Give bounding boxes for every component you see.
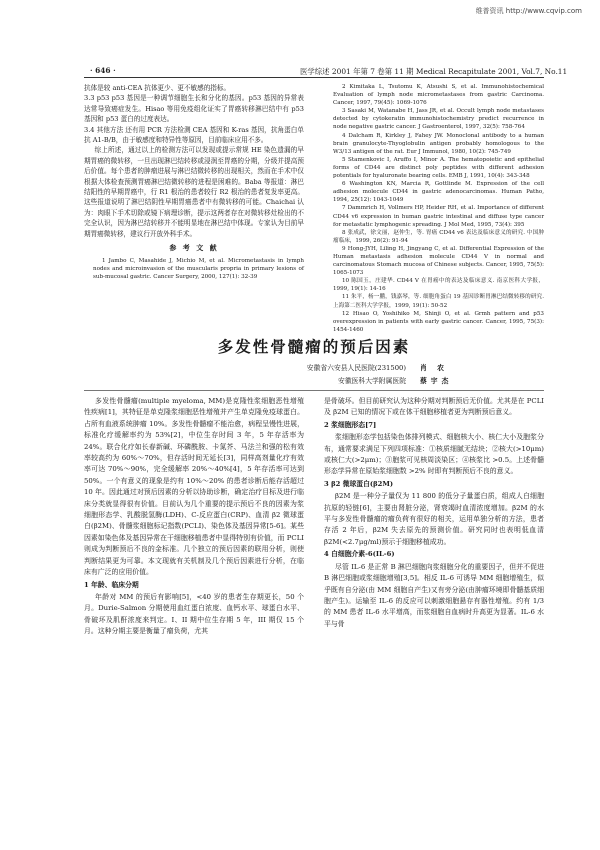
article-title: 多发性骨髓瘤的预后因素 bbox=[217, 338, 411, 356]
paragraph: 3.3 p53 p53 基因是一种调节细胞生长和分化的基因。p53 基因的异常表达常导致癌症发生。Hisao 等用免疫组化证实了胃癌转移淋巴结中有 p53 基因和 p53 蛋白的过度表达。 bbox=[84, 94, 304, 124]
institution: 安徽省六安县人民医院(231500) bbox=[306, 364, 406, 372]
reference-item: 12 Hisao O, Yoshihiko M, Shinji O, et al. Grmh pattern and p53 overexpression in patients with early gastric cancer. Cancer, 1995, 75(3): 1454-1460 bbox=[333, 310, 544, 333]
reference-item: 4 Dalcham R, Kirkley J, Fahey JW. Monoclonal antibody to a human brain granulocyte-Thyoglobulin antigen probably homologous to the W3/13 antigen of the rat. Eur J Immunol, 1980, 10(2): 745-749 bbox=[333, 132, 544, 155]
article-right-column bbox=[324, 396, 544, 630]
institution: 安徽医科大学附属医院 bbox=[338, 377, 406, 385]
reference-item: 8 张成武，徐文丽，赵仲生，等. 胃癌 CD44 v6 表达及临床意义的研究. 中国肿瘤临床，1999, 26(2): 91-94 bbox=[333, 229, 544, 244]
watermark: 维普资讯 http://www.cqvip.com bbox=[475, 7, 582, 15]
section-heading: 1 年龄、临床分期 bbox=[84, 580, 139, 589]
paragraph: 多发性骨髓瘤(multiple myeloma, MM)是克隆性浆细胞恶性增殖性疾病[1]，其特征是单克隆浆细胞恶性增殖并产生单克隆免疫球蛋白。占所有血液系统肿瘤 10%。多发性骨髓瘤不能治愈，病程呈慢性进展，标准化疗缓解率约为 53%[2]，中位生存时间 3 年，5 年存活率为 24%。联合化疗如长春新碱、环磷酰胺、卡氮芥、马法兰和强的松有效率较高约为 60%～70%，但存活时间无延长[3]，同样高剂量化疗有效率可达 70%～90%，完全缓解率 20%～40%[4]，5 年存活率可达到 50%。一个有意义的现象是约有 10%～20% 的患者诊断后能存活超过 10 年。因此通过对预后因素的分析以协助诊断，确定治疗目标及进行临床分类就显得很有价值。目前认为几个重要的提示预后不良的因素为浆细胞形态学、乳酸脱氢酶(LDH)、C-反应蛋白(CRP)、血清 β2 微球蛋白(β2M)、骨髓浆细胞标记指数(PCLI)、染色体及基因异常[5-6]。某些因素如染色体及基因异常在干细胞移植患者中显得特别有价值，而 PCLI 则成为判断预后不良的金标准。几个独立的预后因素的联用分析，则使判断结果更为可靠。本文现就有关机制及几个预后因素进行分析，在临床有广泛的应用价值。 bbox=[84, 397, 304, 577]
author-name: 肖 农 bbox=[420, 364, 448, 372]
prev-article-left-column bbox=[84, 83, 304, 281]
header-rule bbox=[84, 77, 544, 78]
section-divider bbox=[84, 390, 544, 391]
paragraph: 年龄对 MM 的预后有影响[5]，<40 岁的患者生存期更长，50 个月。Durie-Salmon 分期使用血红蛋白浓度、血钙水平、球蛋白水平、骨破坏及肌酐浓度来判定。I、II 期中位生存期 5 年，III 期仅 15 个月。这种分期主要是衡量了瘤负荷，尤其 bbox=[84, 592, 304, 636]
reference-item: 5 Stamenkovic I, Aruffo I, Minor A. The hematopoietic and epithelial forms of CD44 are distinct poly peptides with different adhesion potentials for hyaluronate bearing cells. EMB J, 1991, 10(4): 343-348 bbox=[333, 156, 544, 180]
author-name: 蔡宇杰 bbox=[420, 377, 453, 385]
paragraph: 浆细胞形态学包括染色体排列模式、细胞核大小、核仁大小及胞浆分布，通常要求满足下列四项标准：①核质细腻无结块；②核大(>10μm)或核仁大(>2μm)；③胞浆可见核周淡染区；④核浆比 >0.5。上述骨髓形态学异常在原始浆细胞数 >2% 时即有判断预后不良的意义。 bbox=[324, 433, 544, 476]
reference-item: 9 Hong-JYH, Liling H, Jingyang C, et al. Differential Expression of the Human metastasis adhesion molecule CD44 V in normal and carcinomatous Stomach mucosa of Chinese subjects. Cancer, 1995, 75(5): 1065-1073 bbox=[333, 245, 544, 277]
reference-item: 7 Dammrich H, Vollmers HP, Heider RH, et al. Importance of different CD44 v6 expression in human gastric intestinal and diffuse type cancer for metastatic lymphogenic spreading. J Mol Med, 1995, 73(4): 395 bbox=[333, 205, 544, 228]
affiliation-line bbox=[200, 362, 540, 372]
reference-item: 6 Washington KN, Marcia R, Gottlinde M. Expression of the cell adhesion molecule CD44 in gastric adenocarcinomas. Human Patho, 1994, 25(12): 1043-1049 bbox=[333, 181, 544, 204]
page-number: · 646 · bbox=[90, 66, 116, 75]
paragraph: β2M 是一种分子量仅为 11 800 的低分子量蛋白质，组成人白细胞抗原的轻链[6]，主要由肾脏分泌，肾衰竭时血清浓度增加。β2M 的水平与多发性骨髓瘤的瘤负荷有很好的相关，运用单独分析的方法，患者存活 2 年后，β2M 失去原先的预测价值。研究同时也表明低血清 β2M(<2.7μg/ml)预示于细胞移植成功。 bbox=[324, 492, 544, 546]
reference-item: 1 Jambo C, Masahide J, Michio M, et al. Micrometastasis in lymph nodes and microinvasion of the muscularis propria in primary lesions of sub-mucosal gastric. Cancer Surgery, 2000, 127(1): 32-39 bbox=[93, 257, 304, 280]
prev-article-right-column bbox=[324, 83, 544, 334]
article-left-column bbox=[84, 396, 304, 638]
paragraph: 尽管 IL-6 是正常 B 淋巴细胞向浆细胞分化的重要因子，但并不促进 B 淋巴细胞或浆细胞增殖[3,5]。相反 IL-6 可诱导 MM 细胞增殖生，似乎既有自分泌(由 MM 细胞自产生)又有旁分泌(由肿瘤环境即骨髓基质细胞产生)。运输至 IL-6 的反应可以刺激细胞悬存有器性增殖。约有 1/3 的 MM 患者 IL-6 水平增高，而浆细胞自血病时升高更为显著。IL-6 水平与骨 bbox=[324, 562, 544, 628]
paragraph: 3.4 其他方法 还有用 PCR 方法检测 CEA 基因和 K-ras 基因，抗角蛋白单抗 A1-B/B，由于敏感度和特异性等原因，目前临床应用不多。 bbox=[84, 125, 304, 145]
reference-item: 3 Sasaki M, Watanabe H, Jass JR, et al. Occult lymph node metastases detected by cytokeratin immunohistochemistry predict recurrence in node negative gastric cancer. J Gastroenterol, 1997, 32(5): 758-764 bbox=[333, 108, 544, 131]
section-heading: 3 β2 微球蛋白(β2M) bbox=[324, 479, 394, 488]
references-heading: 参 考 文 献 bbox=[169, 243, 219, 253]
paragraph: 是骨破坏。但目前研究认为这种分期对判断预后无价值。尤其是在 PCLI 及 β2M 已知的情况下或在体干细胞移植者更为判断预后意义。 bbox=[324, 397, 544, 417]
section-heading: 2 浆细胞形态[7] bbox=[324, 420, 377, 429]
reference-item: 2 Kimitaka L, Tsutomu K, Atsushi S, et al. Immunohistochemical Evaluation of lymph node micrometastases from gastric Carcinoma. Cancer, 1997, 79(45): 1069-1076 bbox=[333, 84, 544, 107]
reference-item: 10 陈国玉，庄建华. CD44 V 在胃癌中的表达及临床意义. 南京医科大学报，1999, 19(1): 14-16 bbox=[333, 278, 544, 293]
section-heading: 4 白细胞介素-6(IL-6) bbox=[324, 550, 395, 559]
journal-info: 医学综述 2001 年第 7 卷第 11 期 Medical Recapitulate 2001, Vol.7, No.11 bbox=[300, 67, 568, 76]
paragraph: 综上所述，通过以上的检测方法可以发现或提示常规 HE 染色遗漏的早期胃癌的微转移，一旦出现淋巴结转移或浸润至胃癌的分期，分级并提高预后价值。每个患者的肿瘤进展与淋巴结微转移的出现相关，然而在手术中仅根据大体检查预测胃癌淋巴结微转移的进程是困难的。Baba 等报道：淋巴结阳性的早期胃癌中，行 R1 根治的患者较行 R2 根治的患者复发率更高。这些报道说明了淋巴结阴性早期胃癌患者中有微转移的可能。Chaichai 认为：肉眼下手术切除或镜下病理诊断，提示这两者存在对微转移灶检出的不完全认识，因为淋巴结转移并不能明显地在淋巴结中体现。专家认为目前早期胃癌微转移，建议行开放外科手术。 bbox=[84, 146, 304, 238]
paragraph: 抗体是较 anti-CEA 抗体更少、更不敏感的指标。 bbox=[84, 84, 231, 92]
affiliation-line bbox=[200, 375, 540, 385]
reference-item: 11 朱平，杨一鹏，钱嘉琴，等. 细胞角蛋白 19 基因诊断胃淋巴结微转移的研究. 上海第二医科大学学报，1999, 19(1): 50-52 bbox=[333, 294, 544, 309]
